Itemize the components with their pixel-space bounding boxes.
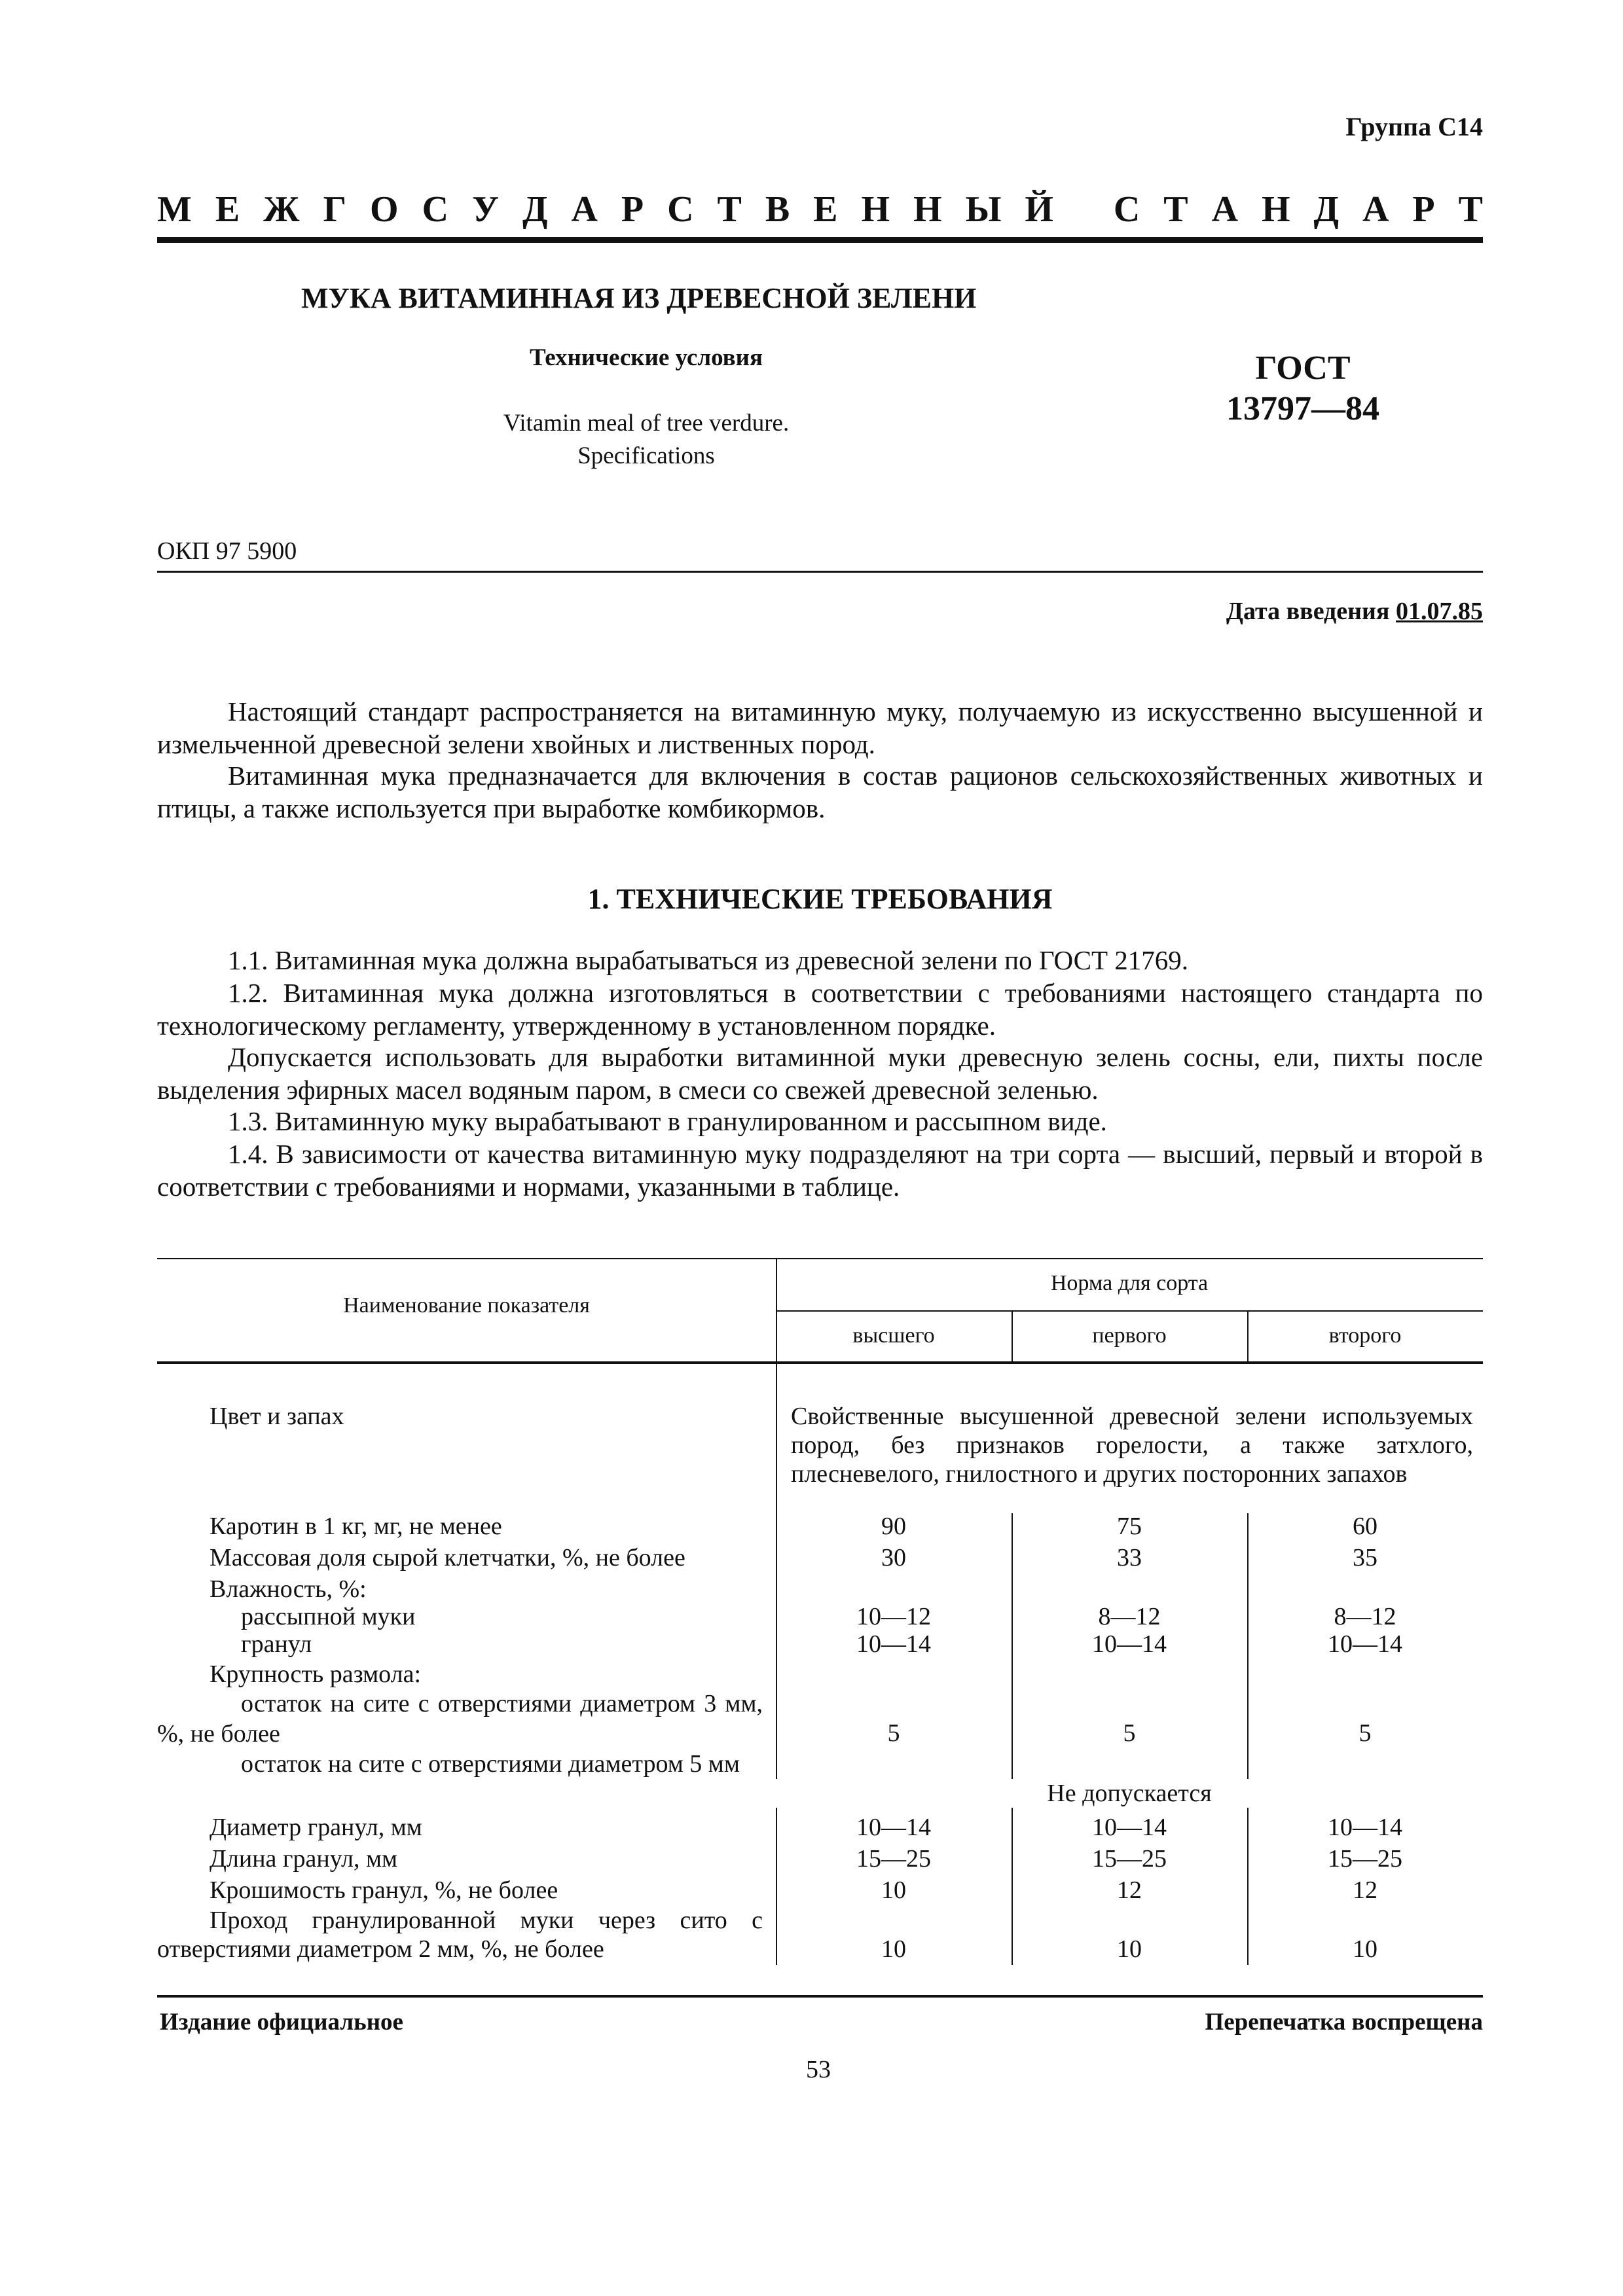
group-label: Группа С14 bbox=[1345, 112, 1483, 141]
footer-rule bbox=[157, 1995, 1483, 1998]
english-title bbox=[458, 407, 834, 473]
row-value: 12 bbox=[1353, 1876, 1377, 1904]
row-value: 5 bbox=[1359, 1719, 1372, 1747]
row-value: 10—14 bbox=[1328, 1814, 1402, 1841]
row-value: 8—12 bbox=[1334, 1603, 1396, 1630]
english-title-line: Specifications bbox=[577, 442, 715, 469]
section-heading: 1. ТЕХНИЧЕСКИЕ ТРЕБОВАНИЯ bbox=[587, 883, 1053, 915]
banner-letter: А bbox=[1362, 189, 1389, 230]
row-value: 10 bbox=[881, 1935, 906, 1963]
banner-letter: Р bbox=[1412, 189, 1435, 230]
row-color-smell-value: Свойственные высушенной древесной зелени используемых пород, без признаков горелости, а также затхлого, плесневелого, гнилостного и других посторонних запахов bbox=[791, 1403, 1473, 1488]
row-value: 60 bbox=[1353, 1513, 1377, 1540]
gost-designation bbox=[1165, 348, 1440, 429]
banner-letter: С bbox=[1113, 189, 1140, 230]
grades-table bbox=[157, 1258, 1483, 1965]
banner-letter: Д bbox=[1313, 189, 1340, 230]
header-grade-first: первого bbox=[1092, 1323, 1167, 1348]
banner-letter: Н bbox=[1262, 189, 1290, 230]
banner-letter: Н bbox=[861, 189, 890, 230]
banner-interstate-standard bbox=[157, 188, 1483, 230]
table-top-rule bbox=[157, 1258, 1483, 1259]
intro-paragraph-2: Витаминная мука предназначается для включения в состав рационов сельскохозяйственных животных и птицы, а также используется при выработке комбикормов. bbox=[157, 761, 1483, 823]
okp-rule bbox=[157, 571, 1483, 573]
row-value: 15—25 bbox=[856, 1845, 931, 1873]
intro-paragraph-1: Настоящий стандарт распространяется на витаминную муку, получаемую из искусственно высушенной и измельченной древесной зелени хвойных и лиственных пород. bbox=[157, 696, 1483, 759]
row-name: Длина гранул, мм bbox=[210, 1845, 398, 1873]
banner-letter: Р bbox=[621, 189, 644, 230]
row-value: 5 bbox=[887, 1719, 900, 1747]
row-name: Крупность размола: bbox=[210, 1660, 422, 1688]
clause-1-2-note: Допускается использовать для выработки витаминной муки древесную зелень сосны, ели, пихты после выделения эфирных масел водяным паром, в смеси со свежей древесной зеленью. bbox=[157, 1042, 1483, 1105]
row-value: 10 bbox=[1117, 1935, 1142, 1963]
banner-letter: М bbox=[157, 189, 192, 230]
banner-letter: Т bbox=[1458, 189, 1483, 230]
banner-letter: Т bbox=[1163, 189, 1188, 230]
row-value: 10—14 bbox=[1328, 1630, 1402, 1658]
banner-letter: А bbox=[1211, 189, 1239, 230]
header-grade-norm: Норма для сорта bbox=[1050, 1271, 1209, 1295]
header-mid-rule bbox=[776, 1310, 1483, 1312]
row-value-merged: Не допускается bbox=[776, 1779, 1483, 1808]
gost-number: 13797—84 bbox=[1226, 390, 1379, 427]
banner-letter: Д bbox=[522, 189, 548, 230]
row-value: 10—14 bbox=[1092, 1630, 1167, 1658]
banner-letter: Г bbox=[323, 189, 347, 230]
row-value: 10 bbox=[881, 1876, 906, 1904]
english-title-line: Vitamin meal of tree verdure. bbox=[503, 410, 790, 437]
okp-code: ОКП 97 5900 bbox=[157, 537, 297, 565]
header-bottom-rule bbox=[157, 1361, 1483, 1364]
banner-letter: С bbox=[422, 189, 449, 230]
row-name: Каротин в 1 кг, мг, не менее bbox=[210, 1513, 502, 1540]
document-subtitle: Технические условия bbox=[530, 344, 763, 371]
row-value: 15—25 bbox=[1092, 1845, 1167, 1873]
row-value: 10—14 bbox=[856, 1814, 931, 1841]
header-grade-second: второго bbox=[1328, 1323, 1402, 1348]
clause-1-4: 1.4. В зависимости от качества витаминную муку подразделяют на три сорта — высший, первый и второй в соответствии с требованиями и нормами, указанными в таблице. bbox=[157, 1139, 1483, 1202]
banner-letter: Ж bbox=[263, 189, 300, 230]
banner-letter: С bbox=[667, 189, 694, 230]
row-name: гранул bbox=[241, 1630, 312, 1658]
row-name: Диаметр гранул, мм bbox=[210, 1814, 422, 1841]
banner-letter: О bbox=[370, 189, 399, 230]
row-value: 75 bbox=[1117, 1513, 1142, 1540]
clause-1-1: 1.1. Витаминная мука должна вырабатываться из древесной зелени по ГОСТ 21769. bbox=[228, 945, 1189, 975]
row-value: 30 bbox=[881, 1544, 906, 1571]
introduction-date bbox=[1226, 597, 1483, 626]
row-name: остаток на сите с отверстиями диаметром 3 мм, %, не более bbox=[157, 1690, 763, 1748]
banner-rule bbox=[157, 237, 1483, 243]
banner-letter: Ы bbox=[965, 189, 1002, 230]
banner-letter: У bbox=[471, 189, 500, 230]
banner-letter: Т bbox=[717, 189, 742, 230]
document-title: МУКА ВИТАМИННАЯ ИЗ ДРЕВЕСНОЙ ЗЕЛЕНИ bbox=[301, 282, 977, 314]
page-number: 53 bbox=[806, 2056, 831, 2083]
banner-letter: В bbox=[765, 189, 790, 230]
official-edition-note: Издание официальное bbox=[160, 2009, 403, 2036]
row-value: 90 bbox=[881, 1513, 906, 1540]
intro-date-value: 01.07.85 bbox=[1396, 598, 1483, 625]
row-value: 10—12 bbox=[856, 1603, 931, 1630]
banner-letter: Й bbox=[1025, 189, 1053, 230]
banner-letter: Е bbox=[813, 189, 838, 230]
header-indicator-name: Наименование показателя bbox=[343, 1293, 590, 1318]
row-name: рассыпной муки bbox=[241, 1603, 416, 1630]
row-value: 10 bbox=[1353, 1935, 1377, 1963]
row-value: 15—25 bbox=[1328, 1845, 1402, 1873]
gost-label: ГОСТ bbox=[1255, 350, 1351, 387]
row-value: 5 bbox=[1123, 1719, 1136, 1747]
banner-letter: Н bbox=[913, 189, 942, 230]
row-value: 8—12 bbox=[1098, 1603, 1161, 1630]
banner-letter: А bbox=[571, 189, 598, 230]
clause-1-3: 1.3. Витаминную муку вырабатывают в гранулированном и рассыпном виде. bbox=[228, 1106, 1107, 1136]
clause-1-2: 1.2. Витаминная мука должна изготовляться в соответствии с требованиями настоящего стандарта по технологическому регламенту, утвержденному в установленном порядке. bbox=[157, 978, 1483, 1041]
row-value: 33 bbox=[1117, 1544, 1142, 1571]
row-value: 12 bbox=[1117, 1876, 1142, 1904]
row-color-smell-name: Цвет и запах bbox=[210, 1403, 344, 1430]
row-name: Массовая доля сырой клетчатки, %, не более bbox=[210, 1544, 685, 1571]
row-value: 10—14 bbox=[1092, 1814, 1167, 1841]
row-name: Влажность, %: bbox=[210, 1575, 367, 1603]
banner-letter: Е bbox=[215, 189, 240, 230]
row-name: остаток на сите с отверстиями диаметром 5 мм bbox=[241, 1750, 740, 1778]
reprint-prohibited-note: Перепечатка воспрещена bbox=[1205, 2009, 1483, 2036]
row-value: 10—14 bbox=[856, 1630, 931, 1658]
header-grade-highest: высшего bbox=[852, 1323, 935, 1348]
row-name: Проход гранулированной муки через сито с отверстиями диаметром 2 мм, %, не более bbox=[157, 1907, 763, 1963]
row-value: 35 bbox=[1353, 1544, 1377, 1571]
row-name: Крошимость гранул, %, не более bbox=[210, 1876, 558, 1904]
intro-date-label: Дата введения bbox=[1226, 598, 1390, 625]
